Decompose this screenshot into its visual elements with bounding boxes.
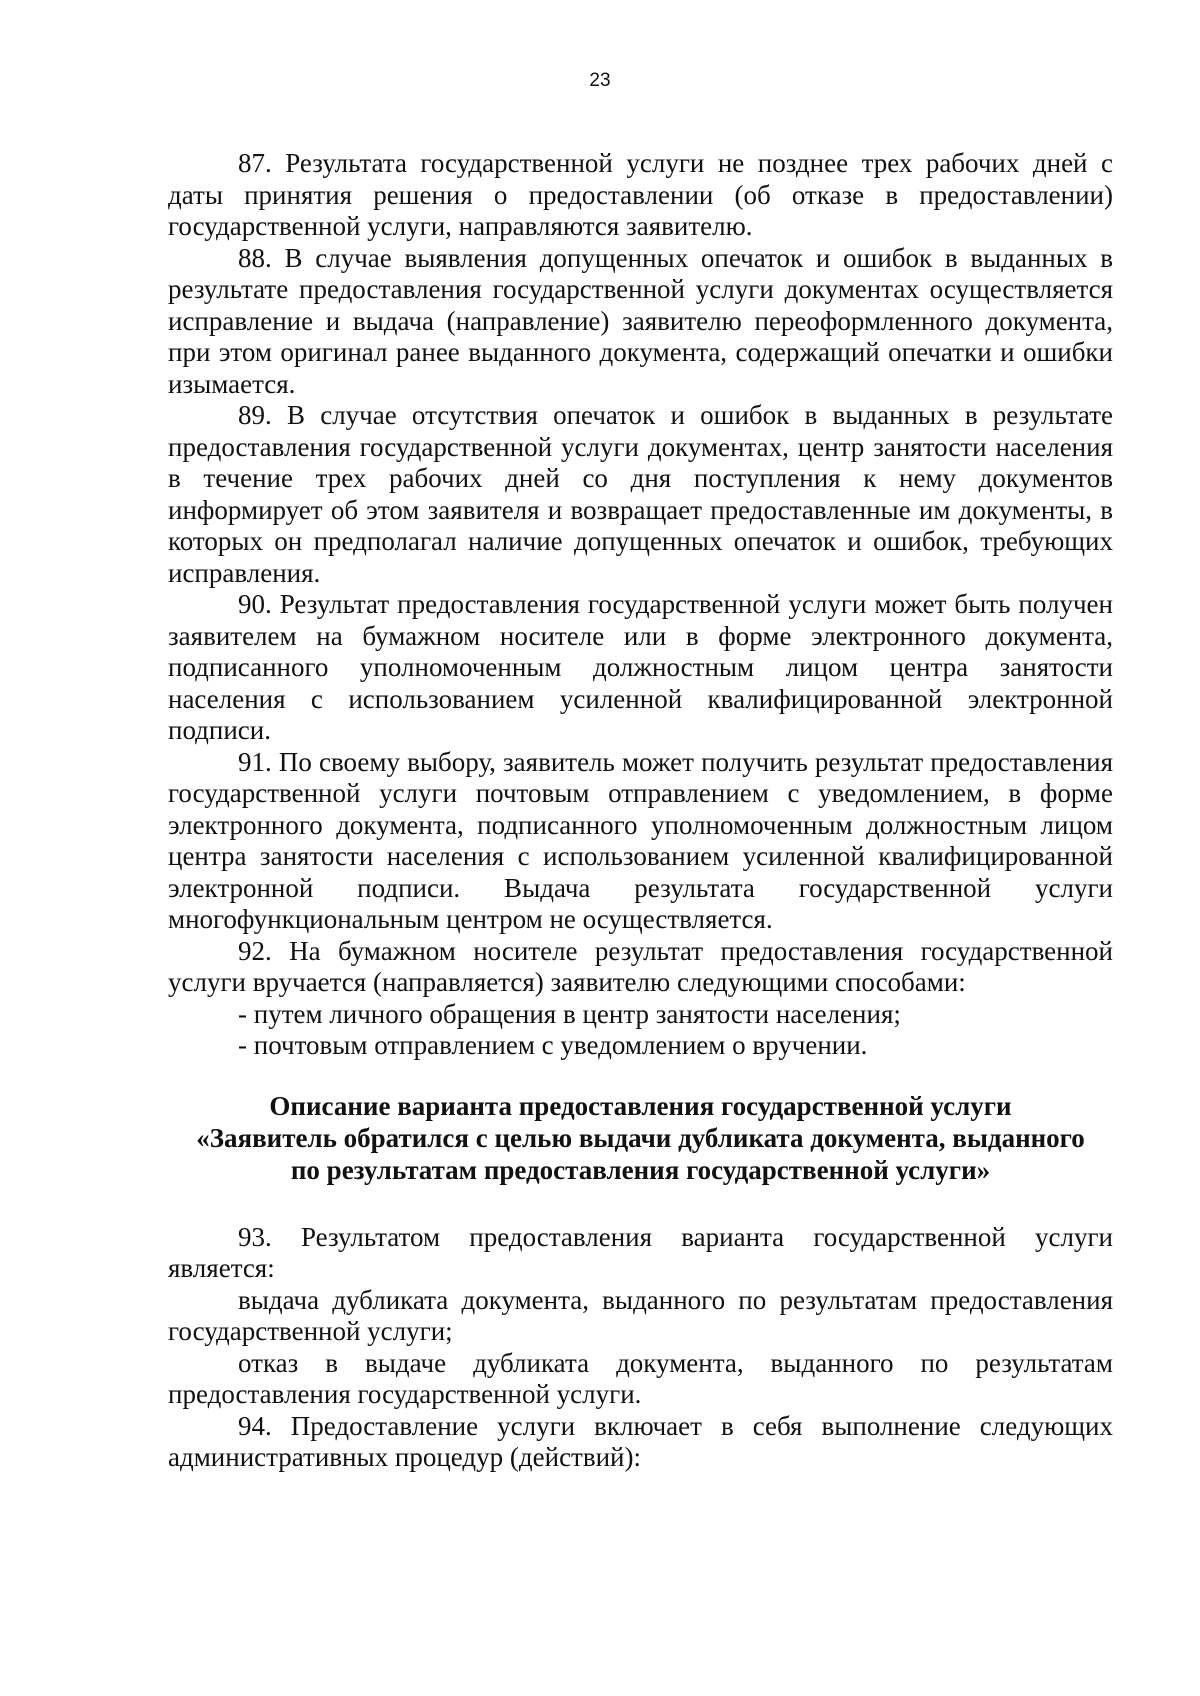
result-item-refusal: отказ в выдаче дубликата документа, выданного по результатам предоставления государственной услуги. <box>168 1347 1113 1409</box>
paragraph-88: 88. В случае выявления допущенных опечаток и ошибок в выданных в результате предоставления государственной услуги документах осуществляется исправление и выдача (направление) заявителю переоформленного документа, при этом оригинал ранее выданного документа, содержащий опечатки и ошибки изымается. <box>168 242 1113 399</box>
section-heading <box>168 1090 1113 1186</box>
result-item-issue: выдача дубликата документа, выданного по результатам предоставления государственной услуги; <box>168 1284 1113 1346</box>
paragraph-87: 87. Результата государственной услуги не позднее трех рабочих дней с даты принятия решения о предоставлении (об отказе в предоставлении) государственной услуги, направляются заявителю. <box>168 148 1113 241</box>
paragraph-89: 89. В случае отсутствия опечаток и ошибок в выданных в результате предоставления государственной услуги документах, центр занятости населения в течение трех рабочих дней со дня поступления к нему документов информирует об этом заявителя и возвращает предоставленные им документы, в которых он предполагал наличие допущенных опечаток и ошибок, требующих исправления. <box>168 400 1113 588</box>
heading-line: по результатам предоставления государственной услуги» <box>290 1154 991 1185</box>
heading-line: Описание варианта предоставления государственной услуги <box>269 1090 1012 1121</box>
document-body <box>168 148 1113 1474</box>
list-item: - путем личного обращения в центр занятости населения; <box>238 998 901 1029</box>
paragraph-90: 90. Результат предоставления государственной услуги может быть получен заявителем на бумажном носителе или в форме электронного документа, подписанного уполномоченным должностным лицом центра занятости населения с использованием усиленной квалифицированной электронной подписи. <box>168 589 1113 745</box>
paragraph-93: 93. Результатом предоставления варианта государственной услуги является: <box>168 1221 1113 1283</box>
list-item: - почтовым отправлением с уведомлением о вручении. <box>238 1030 868 1060</box>
paragraph-91: 91. По своему выбору, заявитель может получить результат предоставления государственной услуги почтовым отправлением с уведомлением, в форме электронного документа, подписанного уполномоченным должностным лицом центра занятости населения с использованием усиленной квалифицированной электронной подписи. Выдача результата государственной услуги многофункциональным центром не осуществляется. <box>168 746 1113 934</box>
heading-line: «Заявитель обратился с целью выдачи дубликата документа, выданного <box>196 1122 1085 1153</box>
page-number: 23 <box>589 70 611 91</box>
paragraph-94: 94. Предоставление услуги включает в себя выполнение следующих административных процедур (действий): <box>168 1410 1113 1472</box>
paragraph-92: 92. На бумажном носителе результат предоставления государственной услуги вручается (направляется) заявителю следующими способами: <box>168 935 1113 997</box>
